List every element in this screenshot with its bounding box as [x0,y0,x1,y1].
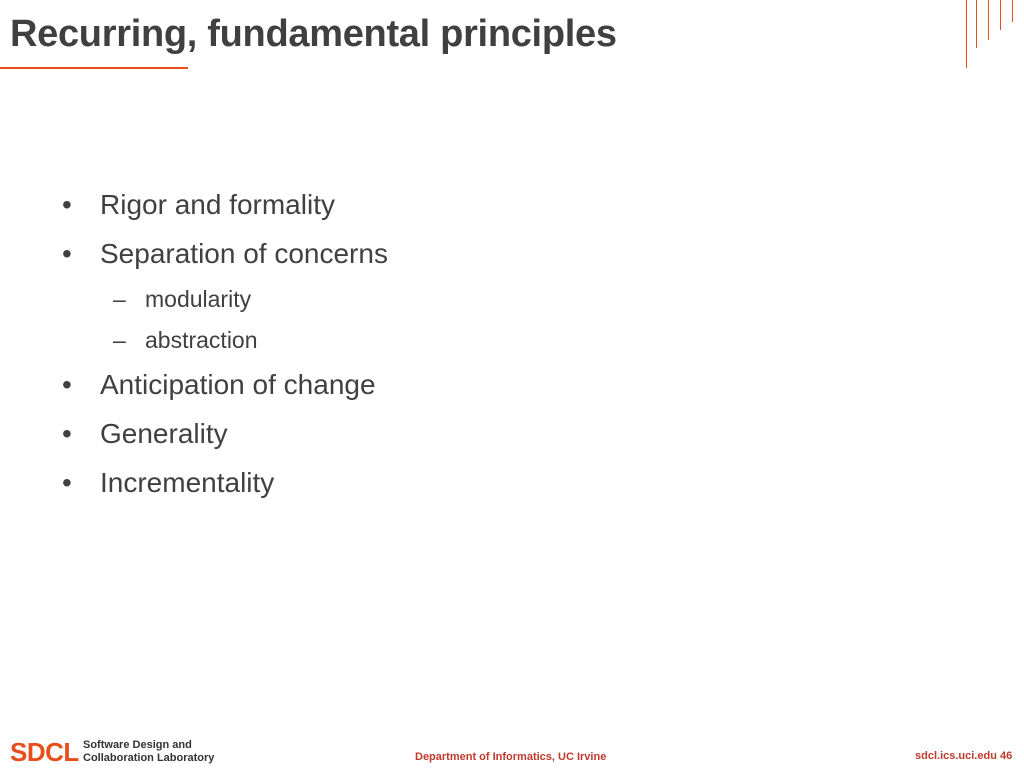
decorative-line [966,0,967,68]
bullet-text: Rigor and formality [100,189,335,220]
decorative-line [1000,0,1001,30]
sub-bullet-marker: – [113,327,126,353]
lab-name [83,739,214,765]
decorative-line [976,0,977,48]
lab-name-line2: Collaboration Laboratory [83,752,215,764]
bullet-marker: • [62,467,72,498]
bullet-text: Incrementality [100,467,275,498]
bullet-marker: • [62,369,72,400]
lab-name-line1: Software Design and [83,739,192,751]
bullet-text: Separation of concerns [100,238,388,269]
bullet-marker: • [62,238,72,269]
sub-bullet-text: modularity [145,286,252,312]
sub-bullet-text: abstraction [145,327,258,353]
page-number: 46 [1000,750,1013,762]
decorative-line [988,0,989,40]
bullet-marker: • [62,189,72,220]
title-underline [0,67,188,69]
bullet-text: Anticipation of change [100,369,376,400]
site-url: sdcl.ics.uci.edu [915,750,997,762]
department-label: Department of Informatics, UC Irvine [415,751,607,763]
slide-title: Recurring, fundamental principles [10,13,617,55]
sdcl-logo: SDCL [10,737,79,767]
decorative-line [1012,0,1013,22]
sub-bullet-marker: – [113,286,126,312]
bullet-marker: • [62,418,72,449]
bullet-text: Generality [100,418,228,449]
